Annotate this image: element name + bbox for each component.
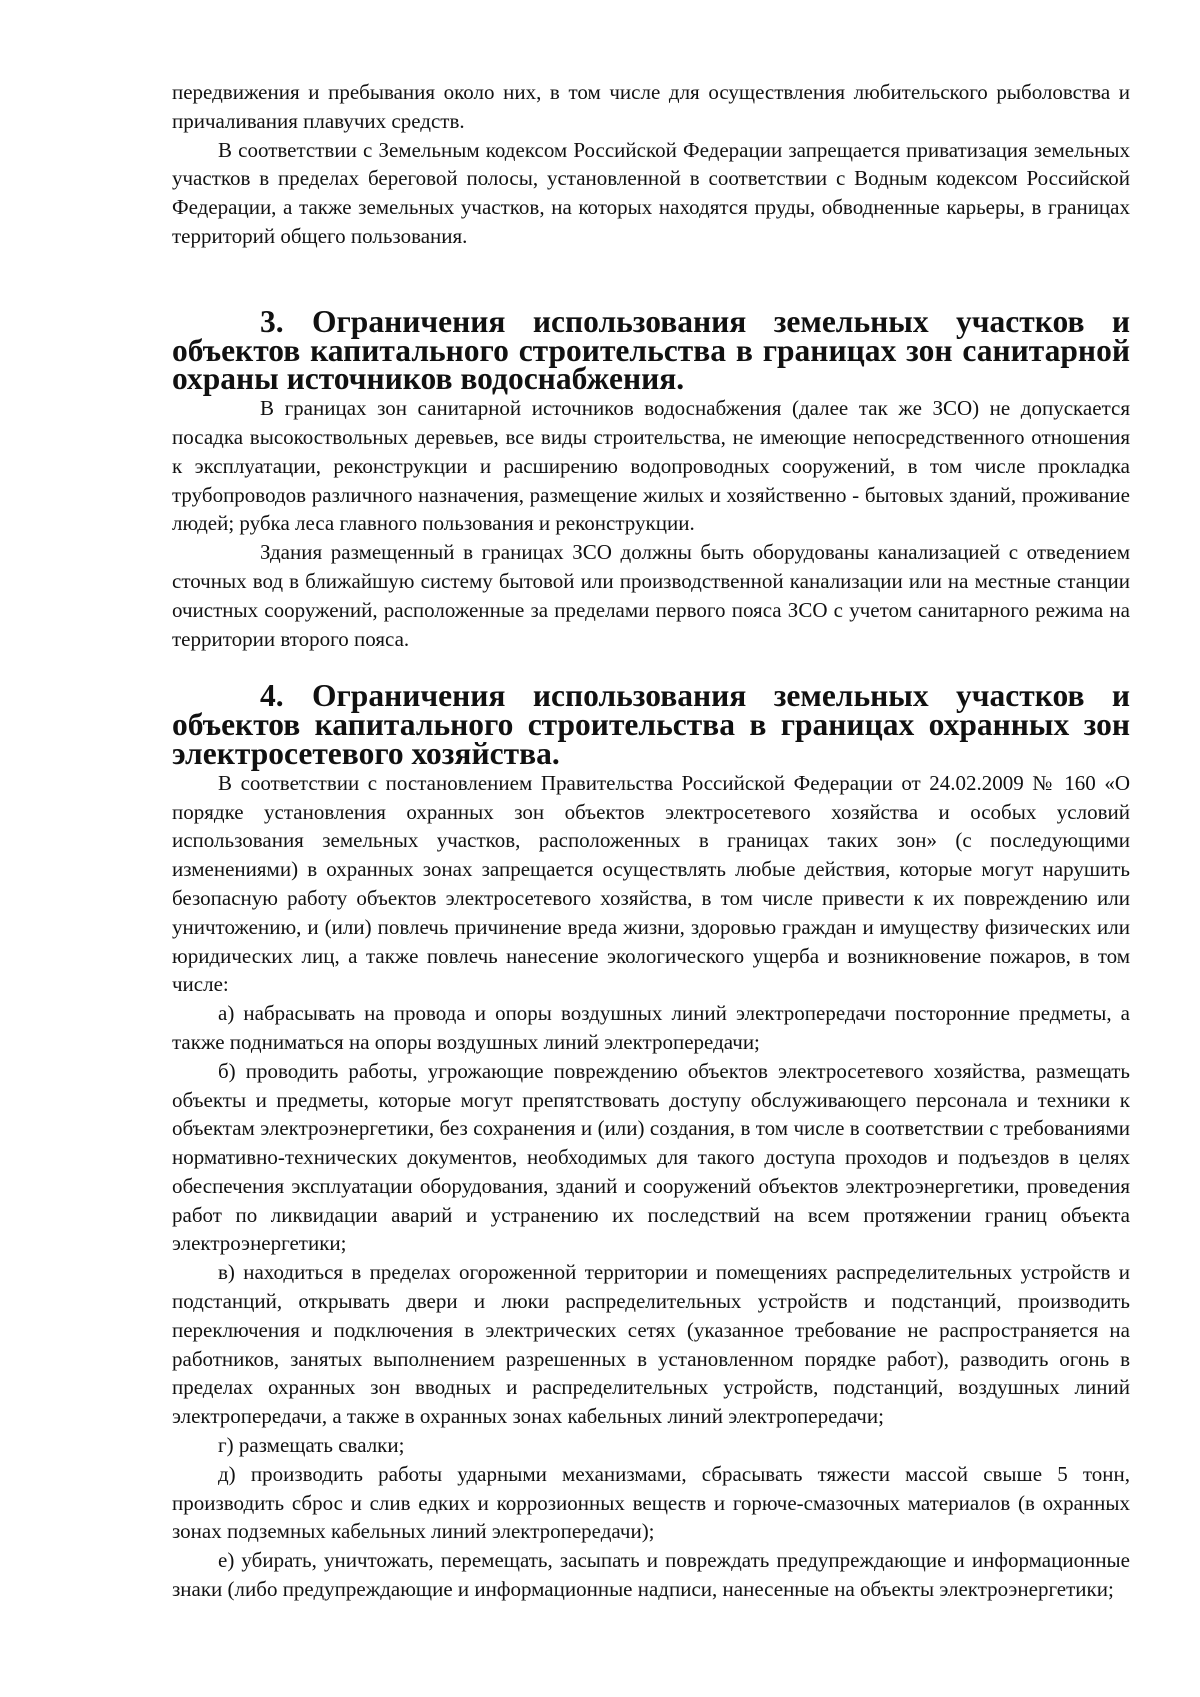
list-item-b: б) проводить работы, угрожающие повреждению объектов электросетевого хозяйства, размещать объекты и предметы, которые могут препятствовать доступу обслуживающего персонала и техники к объектам электроэнергетики, без сохранения и (или) создания, в том числе в соответствии с требованиями нормативно-технических документов, необходимых для такого доступа проходов и подъездов в целях обеспечения эксплуатации оборудования, зданий и сооружений объектов электроэнергетики, проведения работ по ликвидации аварий и устранению их последствий на всем протяжении границ объекта электроэнергетики; bbox=[172, 1058, 1130, 1256]
intro-paragraph-2: В соответствии с Земельным кодексом Российской Федерации запрещается приватизация земельных участков в пределах береговой полосы, установленной в соответствии с Водным кодексом Российской Федерации, а также земельных участков, на которых находятся пруды, обводненные карьеры, в границах территорий общего пользования. bbox=[172, 137, 1130, 248]
list-item-d: д) производить работы ударными механизмами, сбрасывать тяжести массой свыше 5 тонн, производить сброс и слив едких и коррозионных веществ и горюче-смазочных материалов (в охранных зонах подземных кабельных линий электропередачи); bbox=[172, 1461, 1130, 1544]
section-4-paragraph-1: В соответствии с постановлением Правительства Российской Федерации от 24.02.2009 № 160 «О порядке установления охранных зон объектов электросетевого хозяйства и особых условий использования земельных участков, расположенных в границах таких зон» (с последующими изменениями) в охранных зонах запрещается осуществлять любые действия, которые могут нарушить безопасную работу объектов электросетевого хозяйства, в том числе привести к их повреждению или уничтожению, и (или) повлечь причинение вреда жизни, здоровью граждан и имуществу физических или юридических лиц, а также повлечь нанесение экологического ущерба и возникновение пожаров, в том числе: bbox=[172, 770, 1130, 997]
section-3-paragraph-2: Здания размещенный в границах ЗСО должны быть оборудованы канализацией с отведением сточных вод в ближайшую систему бытовой или производственной канализации или на местные станции очистных сооружений, расположенные за пределами первого пояса ЗСО с учетом санитарного режима на территории второго пояса. bbox=[172, 540, 1130, 651]
list-item-e: е) убирать, уничтожать, перемещать, засыпать и повреждать предупреждающие и информационные знаки (либо предупреждающие и информационные надписи, нанесенные на объекты электроэнергетики; bbox=[172, 1548, 1130, 1602]
list-item-v: в) находиться в пределах огороженной территории и помещениях распределительных устройств и подстанций, открывать двери и люки распределительных устройств и подстанций, производить переключения и подключения в электрических сетях (указанное требование не распространяется на работников, занятых выполнением разрешенных в установленном порядке работ), разводить огонь в пределах охранных зон вводных и распределительных устройств, подстанций, воздушных линий электропередачи, а также в охранных зонах кабельных линий электропередачи; bbox=[172, 1260, 1130, 1429]
section-4-heading bbox=[172, 678, 1130, 771]
section-4-title: Ограничения использования земельных участков и объектов капитального строительства в границах охранных зон электросетевого хозяйства. bbox=[172, 678, 1130, 771]
intro-paragraph-1: передвижения и пребывания около них, в том числе для осуществления любительского рыболовства и причаливания плавучих средств. bbox=[172, 80, 1130, 133]
section-3-heading bbox=[172, 303, 1130, 397]
section-3-paragraph-1: В границах зон санитарной источников водоснабжения (далее так же ЗСО) не допускается посадка высокоствольных деревьев, все виды строительства, не имеющие непосредственного отношения к эксплуатации, реконструкции и расширению водопроводных сооружений, в том числе прокладка трубопроводов различного назначения, размещение жилых и хозяйственно - бытовых зданий, проживание людей; рубка леса главного пользования и реконструкции. bbox=[172, 396, 1130, 536]
list-item-g: г) размещать свалки; bbox=[218, 1433, 405, 1458]
document-page bbox=[172, 78, 1130, 1604]
section-3-title: Ограничения использования земельных участков и объектов капитального строительства в границах зон санитарной охраны источников водоснабжения. bbox=[172, 303, 1130, 397]
section-4-number: 4. bbox=[260, 678, 284, 714]
section-3-number: 3. bbox=[260, 303, 284, 339]
list-item-a: а) набрасывать на провода и опоры воздушных линий электропередачи посторонние предметы, а также подниматься на опоры воздушных линий электропередачи; bbox=[172, 1001, 1130, 1054]
